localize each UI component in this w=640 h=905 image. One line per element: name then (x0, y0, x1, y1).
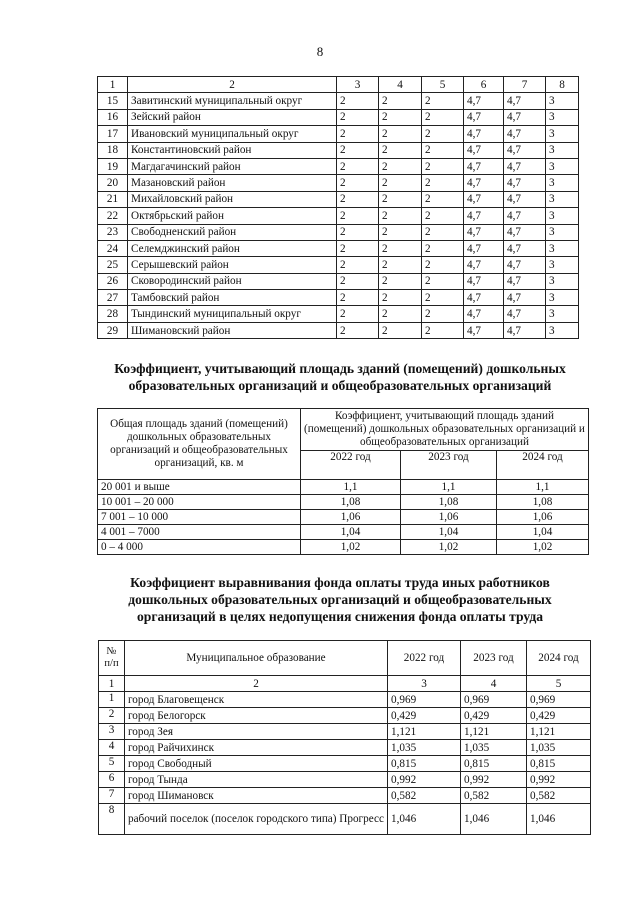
value-cell: 4,7 (504, 126, 546, 142)
coefficient-value: 1,04 (497, 525, 589, 540)
value-cell: 2 (379, 126, 422, 142)
coefficient-value: 1,035 (388, 740, 461, 756)
municipality-name: Магдагачинский район (128, 158, 337, 174)
value-cell: 4,7 (464, 208, 504, 224)
value-cell: 4,7 (464, 158, 504, 174)
value-cell: 2 (337, 224, 379, 240)
coefficient-value: 1,035 (527, 740, 591, 756)
value-cell: 2 (422, 322, 464, 338)
municipality-name: Ивановский муниципальный округ (128, 126, 337, 142)
area-range: 4 001 – 7000 (98, 525, 301, 540)
table-row (98, 290, 579, 306)
value-cell: 2 (337, 208, 379, 224)
value-cell: 4,7 (504, 191, 546, 207)
table-row (98, 109, 579, 125)
value-cell: 4,7 (504, 208, 546, 224)
coefficient-value: 0,582 (527, 788, 591, 804)
value-cell: 2 (422, 257, 464, 273)
value-cell: 3 (546, 93, 579, 109)
value-cell: 4,7 (464, 273, 504, 289)
value-cell: 4,7 (464, 224, 504, 240)
row-number: 2 (99, 708, 125, 724)
table-row (98, 126, 579, 142)
value-cell: 3 (546, 322, 579, 338)
value-cell: 2 (422, 109, 464, 125)
row-number: 5 (99, 756, 125, 772)
municipality-name: город Шимановск (125, 788, 388, 804)
value-cell: 2 (379, 224, 422, 240)
municipality-name: город Белогорск (125, 708, 388, 724)
table-row (99, 724, 591, 740)
row-number: 6 (99, 772, 125, 788)
table-row (99, 740, 591, 756)
row-number: 16 (98, 109, 128, 125)
municipality-name: Тамбовский район (128, 290, 337, 306)
row-number: 19 (98, 158, 128, 174)
coefficient-value: 0,815 (388, 756, 461, 772)
coefficient-value: 0,815 (527, 756, 591, 772)
row-number: 27 (98, 290, 128, 306)
coefficient-value: 1,06 (301, 510, 401, 525)
coefficient-value: 1,02 (497, 540, 589, 555)
table-row (98, 158, 579, 174)
table-row (98, 257, 579, 273)
year-header: 2024 год (527, 641, 591, 676)
table-row (98, 495, 589, 510)
value-cell: 2 (422, 208, 464, 224)
value-cell: 2 (379, 93, 422, 109)
value-cell: 2 (337, 240, 379, 256)
value-cell: 3 (546, 240, 579, 256)
value-cell: 4,7 (464, 126, 504, 142)
municipality-name: Селемджинский район (128, 240, 337, 256)
table-row (99, 772, 591, 788)
table-row (98, 208, 579, 224)
table-row (98, 175, 579, 191)
value-cell: 2 (379, 208, 422, 224)
value-cell: 2 (422, 306, 464, 322)
payroll-coefficient-table (98, 640, 591, 835)
coefficient-value: 1,1 (301, 480, 401, 495)
column-number: 7 (504, 77, 546, 93)
table-header-row (99, 641, 591, 676)
area-coefficient-table (97, 408, 589, 555)
section-title-area-coefficient: Коэффициент, учитывающий площадь зданий (помещений) дошкольных образовательных организаций и общеобразовательных организаций (114, 361, 566, 393)
row-number: 24 (98, 240, 128, 256)
coefficient-value: 0,969 (388, 692, 461, 708)
municipality-name: Серышевский район (128, 257, 337, 273)
value-cell: 2 (337, 273, 379, 289)
value-cell: 3 (546, 158, 579, 174)
column-number: 6 (464, 77, 504, 93)
value-cell: 4,7 (504, 175, 546, 191)
value-cell: 2 (379, 290, 422, 306)
row-number: 8 (99, 804, 125, 835)
municipality-name: город Благовещенск (125, 692, 388, 708)
municipality-name: рабочий поселок (поселок городского типа) Прогресс (125, 804, 388, 835)
coefficient-value: 1,06 (497, 510, 589, 525)
value-cell: 3 (546, 306, 579, 322)
value-cell: 4,7 (464, 257, 504, 273)
table-row (98, 480, 589, 495)
coefficient-value: 0,969 (527, 692, 591, 708)
value-cell: 3 (546, 290, 579, 306)
value-cell: 2 (379, 306, 422, 322)
value-cell: 2 (379, 322, 422, 338)
value-cell: 3 (546, 175, 579, 191)
value-cell: 3 (546, 191, 579, 207)
coefficient-value: 1,046 (388, 804, 461, 835)
table-row (98, 240, 579, 256)
value-cell: 2 (337, 257, 379, 273)
row-number: 7 (99, 788, 125, 804)
column-number: 8 (546, 77, 579, 93)
row-number: 18 (98, 142, 128, 158)
coefficient-value: 0,582 (461, 788, 527, 804)
value-cell: 2 (422, 290, 464, 306)
value-cell: 4,7 (504, 158, 546, 174)
value-cell: 2 (379, 109, 422, 125)
value-cell: 3 (546, 273, 579, 289)
value-cell: 4,7 (504, 273, 546, 289)
area-range: 0 – 4 000 (98, 540, 301, 555)
coefficient-value: 0,815 (461, 756, 527, 772)
year-header: 2024 год (497, 451, 589, 480)
municipality-name: Завитинский муниципальный округ (128, 93, 337, 109)
coefficient-value: 1,02 (401, 540, 497, 555)
column-number: 1 (99, 676, 125, 692)
coefficient-value: 0,992 (388, 772, 461, 788)
value-cell: 2 (337, 109, 379, 125)
area-column-header: Общая площадь зданий (помещений) дошкольных образовательных организаций и общеобразовательных организаций, кв. м (98, 409, 301, 480)
value-cell: 2 (422, 240, 464, 256)
municipality-name: Свободненский район (128, 224, 337, 240)
municipality-name: Шимановский район (128, 322, 337, 338)
value-cell: 2 (379, 240, 422, 256)
table-row (99, 756, 591, 772)
area-range: 10 001 – 20 000 (98, 495, 301, 510)
coefficient-value: 0,992 (527, 772, 591, 788)
row-number: 1 (99, 692, 125, 708)
coefficient-value: 1,08 (301, 495, 401, 510)
value-cell: 2 (422, 224, 464, 240)
section-title-payroll-coefficient: Коэффициент выравнивания фонда оплаты труда иных работников дошкольных образовательных организаций и общеобразовательных организаций в целях недопущения снижения фонда оплаты труда (128, 575, 552, 624)
table-row (98, 191, 579, 207)
row-number: 20 (98, 175, 128, 191)
row-number: 17 (98, 126, 128, 142)
value-cell: 2 (379, 142, 422, 158)
value-cell: 2 (422, 175, 464, 191)
value-cell: 3 (546, 257, 579, 273)
coefficient-value: 0,969 (461, 692, 527, 708)
row-number: 28 (98, 306, 128, 322)
value-cell: 4,7 (464, 290, 504, 306)
table-header-row (98, 409, 589, 451)
coefficient-value: 1,04 (401, 525, 497, 540)
value-cell: 2 (422, 273, 464, 289)
municipality-name: Зейский район (128, 109, 337, 125)
value-cell: 4,7 (504, 109, 546, 125)
coefficient-value: 0,429 (388, 708, 461, 724)
number-column-header: № п/п (99, 641, 125, 676)
municipality-column-header: Муниципальное образование (125, 641, 388, 676)
row-number: 3 (99, 724, 125, 740)
value-cell: 4,7 (504, 322, 546, 338)
coefficient-value: 1,08 (497, 495, 589, 510)
value-cell: 4,7 (464, 306, 504, 322)
value-cell: 4,7 (504, 142, 546, 158)
municipality-name: Мазановский район (128, 175, 337, 191)
column-numbers-row (99, 676, 591, 692)
column-number: 3 (388, 676, 461, 692)
table-row (99, 692, 591, 708)
value-cell: 4,7 (504, 224, 546, 240)
value-cell: 4,7 (504, 93, 546, 109)
municipal-coefficients-table (97, 76, 579, 339)
coefficient-value: 0,582 (388, 788, 461, 804)
year-header: 2022 год (301, 451, 401, 480)
value-cell: 2 (379, 191, 422, 207)
row-number: 21 (98, 191, 128, 207)
value-cell: 2 (337, 93, 379, 109)
table-row (99, 788, 591, 804)
value-cell: 2 (337, 306, 379, 322)
value-cell: 4,7 (464, 191, 504, 207)
row-number: 26 (98, 273, 128, 289)
coefficient-value: 0,429 (461, 708, 527, 724)
table-row (98, 273, 579, 289)
area-range: 20 001 и выше (98, 480, 301, 495)
value-cell: 3 (546, 142, 579, 158)
coefficient-value: 1,035 (461, 740, 527, 756)
value-cell: 2 (379, 158, 422, 174)
value-cell: 2 (337, 290, 379, 306)
municipality-name: город Свободный (125, 756, 388, 772)
coefficient-value: 1,046 (461, 804, 527, 835)
value-cell: 2 (379, 175, 422, 191)
coefficient-value: 1,121 (461, 724, 527, 740)
row-number: 25 (98, 257, 128, 273)
row-number: 4 (99, 740, 125, 756)
municipality-name: город Зея (125, 724, 388, 740)
column-number: 1 (98, 77, 128, 93)
row-number: 22 (98, 208, 128, 224)
value-cell: 4,7 (504, 240, 546, 256)
value-cell: 4,7 (504, 290, 546, 306)
column-number: 5 (527, 676, 591, 692)
value-cell: 4,7 (464, 175, 504, 191)
municipality-name: Михайловский район (128, 191, 337, 207)
value-cell: 2 (337, 175, 379, 191)
column-number: 5 (422, 77, 464, 93)
value-cell: 2 (337, 158, 379, 174)
coefficient-value: 1,06 (401, 510, 497, 525)
value-cell: 2 (337, 191, 379, 207)
municipality-name: Сковородинский район (128, 273, 337, 289)
municipality-name: Октябрьский район (128, 208, 337, 224)
value-cell: 3 (546, 126, 579, 142)
value-cell: 3 (546, 208, 579, 224)
value-cell: 2 (422, 158, 464, 174)
table-row (99, 804, 591, 835)
municipality-name: город Тында (125, 772, 388, 788)
value-cell: 2 (422, 126, 464, 142)
value-cell: 2 (379, 273, 422, 289)
table-row (98, 142, 579, 158)
table-header-row (98, 77, 579, 93)
page-number: 8 (316, 44, 324, 59)
municipality-name: город Райчихинск (125, 740, 388, 756)
value-cell: 4,7 (464, 93, 504, 109)
row-number: 15 (98, 93, 128, 109)
table-row (98, 540, 589, 555)
coefficient-value: 1,046 (527, 804, 591, 835)
value-cell: 2 (337, 322, 379, 338)
table-row (98, 525, 589, 540)
coefficient-value: 1,1 (401, 480, 497, 495)
value-cell: 4,7 (464, 109, 504, 125)
column-number: 4 (379, 77, 422, 93)
coefficient-value: 1,02 (301, 540, 401, 555)
year-header: 2022 год (388, 641, 461, 676)
value-cell: 4,7 (464, 322, 504, 338)
value-cell: 2 (422, 191, 464, 207)
coefficient-value: 1,1 (497, 480, 589, 495)
coefficient-value: 0,992 (461, 772, 527, 788)
column-number: 2 (125, 676, 388, 692)
value-cell: 2 (379, 257, 422, 273)
table-row (98, 306, 579, 322)
year-header: 2023 год (401, 451, 497, 480)
value-cell: 4,7 (504, 257, 546, 273)
value-cell: 4,7 (464, 240, 504, 256)
municipality-name: Константиновский район (128, 142, 337, 158)
year-header: 2023 год (461, 641, 527, 676)
coefficient-value: 1,04 (301, 525, 401, 540)
table-row (99, 708, 591, 724)
value-cell: 2 (422, 142, 464, 158)
row-number: 23 (98, 224, 128, 240)
column-number: 3 (337, 77, 379, 93)
table-row (98, 224, 579, 240)
area-range: 7 001 – 10 000 (98, 510, 301, 525)
table-row (98, 510, 589, 525)
value-cell: 2 (337, 142, 379, 158)
row-number: 29 (98, 322, 128, 338)
coefficient-value: 0,429 (527, 708, 591, 724)
value-cell: 4,7 (504, 306, 546, 322)
value-cell: 4,7 (464, 142, 504, 158)
coefficient-value: 1,08 (401, 495, 497, 510)
column-number: 4 (461, 676, 527, 692)
column-number: 2 (128, 77, 337, 93)
coefficient-value: 1,121 (527, 724, 591, 740)
coefficient-value: 1,121 (388, 724, 461, 740)
municipality-name: Тындинский муниципальный округ (128, 306, 337, 322)
table-row (98, 93, 579, 109)
value-cell: 2 (422, 93, 464, 109)
value-cell: 3 (546, 109, 579, 125)
value-cell: 3 (546, 224, 579, 240)
coefficient-column-header: Коэффициент, учитывающий площадь зданий (помещений) дошкольных образовательных организаций и общеобразовательных организаций (301, 409, 589, 451)
value-cell: 2 (337, 126, 379, 142)
table-row (98, 322, 579, 338)
